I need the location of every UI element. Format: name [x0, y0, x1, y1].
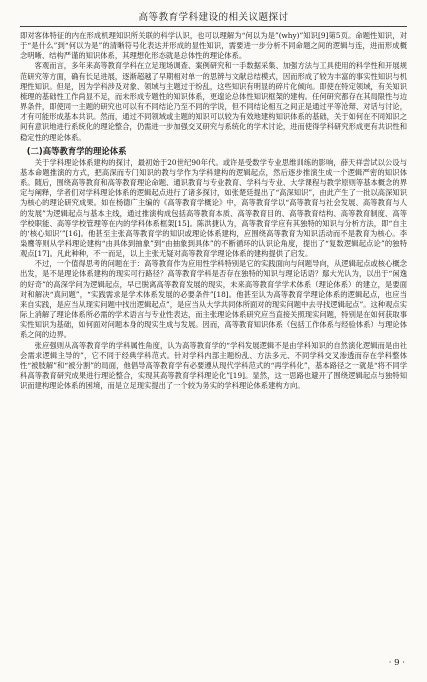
body-text [20, 31, 407, 391]
section-heading: (二)高等教育学的理论体系 [26, 145, 127, 156]
paragraph-3: 关于学科理论体系建构的探讨，最初始于20世纪90年代。或许是受数学专业思维训练的影响，薛天祥尝试以公设与基本命题推演的方式，把高深而专门知识的教与学作为学科建构的逻辑起点，然后逐步推演生成一个逻辑严密的知识体系。随后，围绕高等教育和高等教育理论命题、通识教育与专业教育、学科与专业、大学课程与教学原则等基本概念的界定与阐释，学者们对学科理论体系的逻辑起点进行了诸多探讨，如张楚廷提出了“高深知识”，由此产生了一批以高深知识为核心的理论研究成果。如在杨德广主编的《高等教育学概论》中，高等教育学以“高等教育与社会发展、高等教育与人的发展”为逻辑起点与基本主线，通过推演构成包括高等教育本质、高等教育目的、高等教育结构、高等教育制度、高等学校职能、高等学校管理等在内的学科体系框架[15]。陈洪捷认为，高等教育学应有其独特的知识与分析方法，即“自主的‘核心知识’”[16]。他甚至主张高等教育学的知识或理论体系建构，应围绕高等教育为知识活动而不是教育为核心。李枭鹰等则从学科理论建构“由具体到抽象”到“由抽象到具体”的不断循环的认识论角度，提出了“复数逻辑起点论”的独特观点[17]。凡此种种，不一而足，以上主张无疑对高等教育学理论体系的建构提供了启发。 [20, 157, 407, 259]
page-number: · 9 · [388, 658, 405, 668]
paragraph-4: 不过，一个值得思考的问题在于：高等教育作为应用性学科特别是它的实践面向与问题导向，从逻辑起点或核心概念出发，是不是理论体系建构的现实可行路径？高等教育学科是否存在独特的知识与理论话语？鄢大光认为，以出于“闲逸的好奇”的高深学问为逻辑起点，早已脱离高等教育发展的现实，未来高等教育学学术体系（理论体系）的建立，是要面对和解决“真问题”，“实践需求是学术体系发展的必要条件”[18]。他甚至认为高等教育学理论体系的逻辑起点，也应当来自实践，是应当从现实问题中找出逻辑起点”，是应当从大学共同体所面对的现实问题中去寻找逻辑起点”。这种观点实际上消解了理论体系所必需的学术语言与专业性表达，而主张理论体系研究应当直接关照现实问题，特别是在如何获取事实性知识为基础，如何面对问题本身的现实生成与发展。因而，高等教育知识体系（包括工作体系与经验体系）与理论体系之间的边界。 [20, 259, 407, 340]
paragraph-2: 客观而言，多年来高等教育学科在立足现场调查、案例研究和一手数据采集、加强方法与工具使用的科学性和开展规范研究等方面，确有长足进展，逐渐超越了早期相对单一的思辨与文献总结模式，因而形成了较为丰富的事实性知识与机理性知识。但是，因为学科涉及对象、领域与主题过于纷乱，这些知识有明显的碎片化倾向。即使在特定领域，有关知识梳理的基础性工作尚显不足，而未形成专题性的知识体系，更遑论总体性知识框架的建构。任何研究都存在其局限性与边界条件，即使同一主题的研究也可以有不同结论乃至不同的学说，但不同结论相互之间正是通过平等沧辩、对话与讨论，才有可能形成基本共识。然而，通过不同领域或主题的知识可以较为有效地建构知识体系的基础，关于如何在不同知识之间有意识地进行系统化的理论整合，仍需进一步加强交叉研究与系统化的学术讨论，进而使得学科研究形成更有共识性和稳定性的理论体系。 [20, 61, 407, 142]
running-header: 高等教育学科建设的相关议题探讨 [20, 9, 407, 27]
paragraph-1: 即对客体特征的内在形成机理知识所关联的科学认识，也可以理解为“何以为是”(why)”知识[9]第5页。命题性知识，对于“是什么”到“何以为是”的清晰符号化表达并形成的显性知识，需要进一步分析不同命题之间的逻辑与连，进而形成概念明晰、结构严谨的知识体系，其理想化形态就是总体性的理论体系。 [20, 31, 407, 61]
paragraph-5: 张应强则从高等教育学的学科属性角度，认为高等教育学的“学科发展逻辑不是由学科知识的自然演化逻辑而是由社会需求逻辑主导的”，它不同于经典学科范式。针对学科内部主题纷乱、方法多元、不同学科交叉渗透而存在学科整体性“被肢解”和“被分割”的局面，他倡导高等教育学有必要遵从现代学科范式的“再学科化”，基本路径之一就是“将不同学科高等教育研究成果进行理论整合，实现其高等教育学科理论化”[19]。显然，这一思路也避开了围绕逻辑起点与独特知识而建构理论体系的困境，而是立足现实提出了一个较为务实的学科理论体系建构方向。 [20, 340, 407, 391]
